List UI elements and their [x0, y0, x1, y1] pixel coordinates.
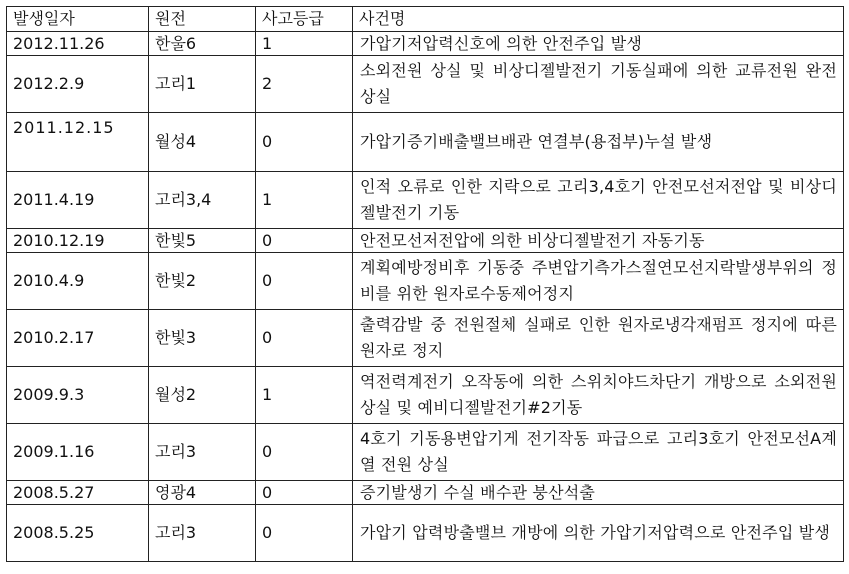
table-row — [7, 56, 844, 113]
table-row — [7, 310, 844, 367]
cell-event: 증기발생기 수실 배수관 붕산석출 — [353, 481, 844, 505]
cell-plant: 월성4 — [149, 113, 256, 172]
cell-plant: 고리3 — [149, 424, 256, 481]
cell-grade: 0 — [256, 424, 353, 481]
cell-date: 2010.2.17 — [7, 310, 149, 367]
incident-table-container — [6, 6, 844, 562]
cell-event: 인적 오류로 인한 지락으로 고리3,4호기 안전모선저전압 및 비상디젤발전기 기동 — [353, 172, 844, 229]
table-row — [7, 113, 844, 172]
cell-plant: 고리3,4 — [149, 172, 256, 229]
table-row — [7, 32, 844, 56]
table-row — [7, 253, 844, 310]
cell-plant: 영광4 — [149, 481, 256, 505]
cell-plant: 고리1 — [149, 56, 256, 113]
cell-grade: 0 — [256, 113, 353, 172]
cell-grade: 0 — [256, 253, 353, 310]
cell-date: 2010.4.9 — [7, 253, 149, 310]
cell-grade: 1 — [256, 172, 353, 229]
header-date: 발생일자 — [7, 7, 149, 32]
cell-grade: 0 — [256, 481, 353, 505]
cell-plant: 월성2 — [149, 367, 256, 424]
header-row — [7, 7, 844, 32]
cell-event: 출력감발 중 전원절체 실패로 인한 원자로냉각재펌프 정지에 따른 원자로 정지 — [353, 310, 844, 367]
table-row — [7, 229, 844, 253]
cell-event: 가압기 압력방출밸브 개방에 의한 가압기저압력으로 안전주입 발생 — [353, 505, 844, 562]
header-event: 사건명 — [353, 7, 844, 32]
cell-plant: 한빛2 — [149, 253, 256, 310]
table-row — [7, 481, 844, 505]
cell-grade: 1 — [256, 367, 353, 424]
cell-plant: 한울6 — [149, 32, 256, 56]
cell-date: 2012.11.26 — [7, 32, 149, 56]
cell-date: 2009.1.16 — [7, 424, 149, 481]
cell-date: 2010.12.19 — [7, 229, 149, 253]
cell-event: 계획예방정비후 기동중 주변압기측가스절연모선지락발생부위의 정비를 위한 원자로수동제어정지 — [353, 253, 844, 310]
cell-grade: 1 — [256, 32, 353, 56]
cell-event: 소외전원 상실 및 비상디젤발전기 기동실패에 의한 교류전원 완전 상실 — [353, 56, 844, 113]
cell-grade: 0 — [256, 505, 353, 562]
table-row — [7, 424, 844, 481]
cell-date: 2008.5.27 — [7, 481, 149, 505]
incident-table — [6, 6, 844, 562]
cell-date: 2011.12.15 — [7, 113, 149, 172]
cell-grade: 0 — [256, 310, 353, 367]
cell-date: 2008.5.25 — [7, 505, 149, 562]
table-row — [7, 505, 844, 562]
cell-grade: 2 — [256, 56, 353, 113]
cell-date: 2009.9.3 — [7, 367, 149, 424]
header-grade: 사고등급 — [256, 7, 353, 32]
cell-event: 가압기저압력신호에 의한 안전주입 발생 — [353, 32, 844, 56]
cell-event: 4호기 기동용변압기게 전기작동 파급으로 고리3호기 안전모선A계열 전원 상실 — [353, 424, 844, 481]
cell-date: 2012.2.9 — [7, 56, 149, 113]
header-plant: 원전 — [149, 7, 256, 32]
cell-grade: 0 — [256, 229, 353, 253]
table-row — [7, 172, 844, 229]
table-row — [7, 367, 844, 424]
cell-event: 역전력계전기 오작동에 의한 스위치야드차단기 개방으로 소외전원 상실 및 예비디젤발전기#2기동 — [353, 367, 844, 424]
cell-event: 안전모선저전압에 의한 비상디젤발전기 자동기동 — [353, 229, 844, 253]
cell-plant: 한빛5 — [149, 229, 256, 253]
cell-plant: 한빛3 — [149, 310, 256, 367]
cell-plant: 고리3 — [149, 505, 256, 562]
cell-date: 2011.4.19 — [7, 172, 149, 229]
cell-event: 가압기증기배출밸브배관 연결부(용접부)누설 발생 — [353, 113, 844, 172]
